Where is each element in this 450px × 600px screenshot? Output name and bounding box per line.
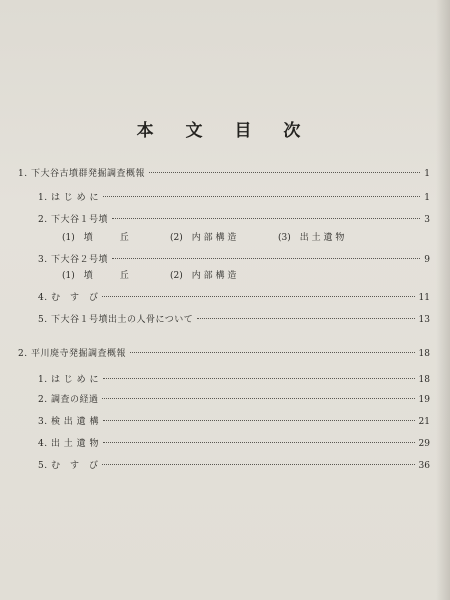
toc-entry-label: 5. 下大谷１号墳出土の人骨について — [38, 315, 194, 325]
toc-entry-label: 1. は じ め に — [38, 375, 100, 385]
leader-dots — [103, 378, 415, 379]
toc-subentry: (2) 内 部 構 造 — [170, 271, 237, 281]
toc-section-2 — [18, 346, 430, 359]
toc-entry-label: 2. 調査の経過 — [38, 395, 99, 405]
toc-entry-1-4 — [38, 290, 430, 303]
toc-title: 本 文 目 次 — [136, 121, 314, 141]
leader-dots — [112, 218, 420, 219]
toc-section-1 — [18, 166, 430, 179]
toc-entry-2-3 — [38, 414, 430, 427]
toc-entry-page: 13 — [418, 315, 430, 325]
toc-entry-2-5 — [38, 458, 430, 471]
toc-entry-label: 4. む す び — [38, 293, 99, 303]
toc-entry-page: 3 — [424, 215, 430, 225]
toc-entry-2-2 — [38, 392, 430, 405]
leader-dots — [102, 398, 414, 399]
toc-entry-page: 11 — [418, 293, 430, 303]
toc-entry-label: 2. 下大谷１号墳 — [38, 215, 108, 225]
toc-entry-page: 21 — [418, 417, 430, 427]
toc-subentry: (2) 内 部 構 造 — [170, 233, 237, 243]
leader-dots — [130, 352, 415, 353]
toc-entry-1-5 — [38, 312, 430, 325]
toc-entry-page: 9 — [424, 255, 430, 265]
toc-subentry: (1) 墳 丘 — [62, 271, 129, 281]
leader-dots — [102, 296, 414, 297]
toc-section-1-page: 1 — [424, 169, 430, 179]
toc-subentries-1-3 — [0, 268, 450, 282]
toc-section-2-page: 18 — [418, 349, 430, 359]
toc-entry-label: 4. 出 土 遺 物 — [38, 439, 100, 449]
toc-entry-page: 1 — [424, 193, 430, 203]
page-edge-shadow — [436, 0, 450, 600]
toc-entry-label: 3. 検 出 遺 構 — [38, 417, 100, 427]
leader-dots — [103, 442, 415, 443]
toc-entry-label: 5. む す び — [38, 461, 99, 471]
toc-entry-page: 18 — [418, 375, 430, 385]
toc-entry-2-4 — [38, 436, 430, 449]
leader-dots — [102, 464, 414, 465]
toc-entry-1-2 — [38, 212, 430, 225]
toc-section-2-label: 2. 平川廃寺発掘調査概報 — [18, 349, 126, 359]
leader-dots — [112, 258, 420, 259]
toc-entry-1-3 — [38, 252, 430, 265]
toc-subentry: (3) 出 土 遺 物 — [278, 233, 345, 243]
toc-entry-label: 3. 下大谷２号墳 — [38, 255, 108, 265]
toc-entry-page: 29 — [418, 439, 430, 449]
toc-section-1-label: 1. 下大谷古墳群発掘調査概報 — [18, 169, 145, 179]
toc-entry-1-1 — [38, 190, 430, 203]
toc-subentries-1-2 — [0, 230, 450, 244]
toc-entry-label: 1. は じ め に — [38, 193, 100, 203]
leader-dots — [103, 196, 420, 197]
leader-dots — [197, 318, 414, 319]
toc-subentry: (1) 墳 丘 — [62, 233, 129, 243]
toc-entry-2-1 — [38, 372, 430, 385]
leader-dots — [103, 420, 415, 421]
leader-dots — [149, 172, 420, 173]
toc-entry-page: 19 — [418, 395, 430, 405]
toc-entry-page: 36 — [418, 461, 430, 471]
